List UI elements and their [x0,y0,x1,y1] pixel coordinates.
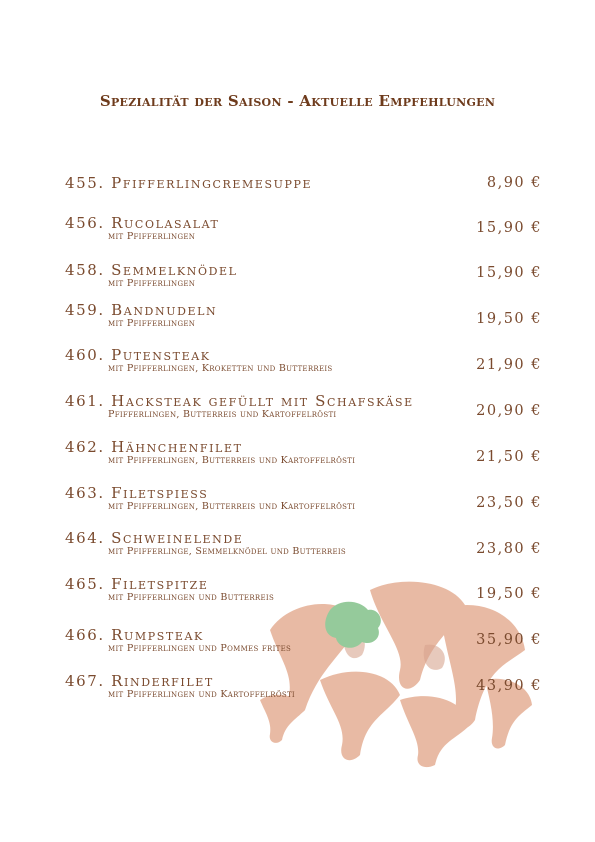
menu-item [65,346,545,374]
menu-item-price: 20,90 € [476,403,542,419]
menu-item-name: 459. Bandnudeln [65,301,218,319]
menu-item [65,672,545,700]
menu-item [65,214,545,242]
menu-item-price: 43,90 € [476,678,542,694]
menu-item-name: 455. Pfifferlingcremesuppe [65,174,313,192]
menu-item-name: 467. Rinderfilet [65,672,214,690]
menu-item [65,392,545,420]
menu-item-description: mit Pfifferlingen und Kartoffelrösti [108,689,295,700]
menu-item-name: 458. Semmelknödel [65,261,238,279]
menu-item-name: 464. Schweinelende [65,529,244,547]
menu-item-description: Pfifferlingen, Butterreis und Kartoffelrösti [108,409,337,420]
menu-item-name: 460. Putensteak [65,346,211,364]
page-title: Spezialität der Saison - Aktuelle Empfehlungen [99,92,496,110]
menu-item-description: mit Pfifferlingen und Pommes frites [108,643,292,654]
menu-item-name: 461. Hacksteak gefüllt mit Schafskäse [65,392,414,410]
menu-item-price: 15,90 € [476,265,542,281]
menu-item-description: mit Pfifferlingen [108,318,196,329]
menu-item-price: 19,50 € [476,586,542,602]
menu-item [65,484,545,512]
menu-item-description: mit Pfifferlinge, Semmelknödel und Butterreis [108,546,347,557]
menu-item [65,529,545,557]
menu-item-price: 35,90 € [476,632,542,648]
menu-item-description: mit Pfifferlingen, Kroketten und Butterreis [108,363,333,374]
menu-item-description: mit Pfifferlingen und Butterreis [108,592,275,603]
menu-item-name: 463. Filetspiess [65,484,209,502]
menu-item-price: 15,90 € [476,220,542,236]
menu-item-price: 21,90 € [476,357,542,373]
menu-item-description: mit Pfifferlingen, Butterreis und Kartoffelrösti [108,501,356,512]
menu-item [65,626,545,654]
menu-item-name: 462. Hähnchenfilet [65,438,243,456]
menu-item [65,438,545,466]
menu-item-name: 466. Rumpsteak [65,626,204,644]
menu-item-description: mit Pfifferlingen, Butterreis und Kartoffelrösti [108,455,356,466]
menu-item-price: 19,50 € [476,311,542,327]
menu-item [65,575,545,603]
menu-item-price: 23,80 € [476,541,542,557]
menu-item-price: 21,50 € [476,449,542,465]
menu-item [65,174,545,192]
menu-item-price: 23,50 € [476,495,542,511]
menu-item-description: mit Pfifferlingen [108,278,196,289]
menu-item-description: mit Pfifferlingen [108,231,196,242]
menu-item-name: 465. Filetspitze [65,575,209,593]
menu-item [65,261,545,289]
menu-item-name: 456. Rucolasalat [65,214,220,232]
menu-item [65,301,545,329]
menu-item-price: 8,90 € [486,175,542,191]
